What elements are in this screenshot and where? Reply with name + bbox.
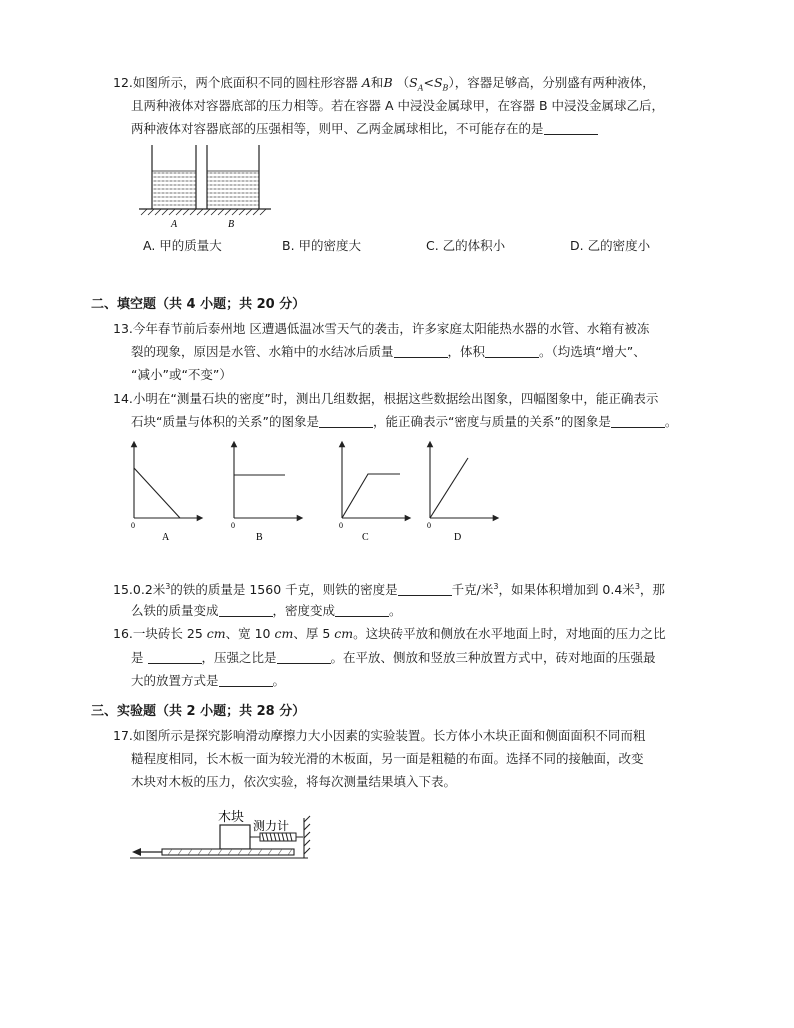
q15-line2: 么铁的质量变成 ，密度变成 。 <box>131 603 402 618</box>
container-label-b: B <box>228 219 235 230</box>
q13-line2: 裂的现象，原因是水管、水箱中的水结冰后质量 ，体积 。（均选填“增大”、 <box>131 344 646 359</box>
block-label: 木块 <box>218 809 245 824</box>
graph-b-origin: 0 <box>231 521 235 530</box>
answer-blank[interactable] <box>148 649 202 664</box>
graph-a-label: A <box>162 532 170 543</box>
q17-line3: 木块对木板的压力，依次实验，将每次测量结果填入下表。 <box>131 774 457 789</box>
q12-option-b[interactable]: B. 甲的密度大 <box>282 238 362 253</box>
meter-label: 测力计 <box>253 819 290 833</box>
q16-line1: 16.一块砖长 25 cm、宽 10 cm、厚 5 cm。这块砖平放和侧放在水平地面上时，对地面的压力之比 <box>113 626 666 641</box>
graph-c-origin: 0 <box>339 521 343 530</box>
q12-option-d[interactable]: D. 乙的密度小 <box>570 238 651 253</box>
graph-d-label: D <box>454 532 462 543</box>
force-meter <box>250 833 303 841</box>
wood-block <box>220 825 250 849</box>
answer-blank[interactable] <box>219 602 273 617</box>
answer-blank[interactable] <box>277 649 331 664</box>
answer-blank[interactable] <box>485 343 539 358</box>
container-label-a: A <box>171 219 178 230</box>
answer-blank[interactable] <box>611 413 665 428</box>
liquid-b <box>207 171 259 209</box>
friction-apparatus-figure <box>128 800 323 870</box>
section-title: 二、填空题（共 4 小题；共 20 分） <box>91 297 306 312</box>
answer-blank[interactable] <box>398 581 452 596</box>
q17-line2: 糙程度相同，长木板一面为较光滑的木板面，另一面是粗糙的布面。选择不同的接触面，改变 <box>131 751 644 766</box>
graph-a-origin: 0 <box>131 521 135 530</box>
containers-figure <box>135 143 275 233</box>
q14-line2: 石块“质量与体积的关系”的图象是 ，能正确表示“密度与质量的关系”的图象是 。 <box>131 414 678 429</box>
q17-line1: 17.如图所示是探究影响滑动摩擦力大小因素的实验装置。长方体小木块正面和侧面面积不同而粗 <box>113 728 646 743</box>
answer-blank[interactable] <box>544 120 598 135</box>
answer-blank[interactable] <box>394 343 448 358</box>
q12-option-c[interactable]: C. 乙的体积小 <box>426 238 506 253</box>
liquid-a <box>152 171 196 209</box>
q16-line2: 是 ，压强之比是 。在平放、侧放和竖放三种放置方式中，砖对地面的压强最 <box>131 650 656 665</box>
q13-line3: “减小”或“不变”） <box>131 367 232 382</box>
graph-b <box>234 444 300 518</box>
answer-blank[interactable] <box>219 672 273 687</box>
graph-a <box>134 444 200 518</box>
q15-line1: 15.0.2米$^3$的铁的质量是 1560 千克，则铁的密度是 千克/米$^3$，如果体积增加到 0.4米$^3$，那 <box>113 582 665 598</box>
q12-line3: 两种液体对容器底部的压强相等，则甲、乙两金属球相比，不可能存在的是 <box>131 120 598 138</box>
section-title: 三、实验题（共 2 小题；共 28 分） <box>91 704 306 719</box>
q14-line1: 14.小明在“测量石块的密度”时，测出几组数据，根据这些数据绘出图象，四幅图象中，能正确表示 <box>113 391 659 406</box>
answer-blank[interactable] <box>335 602 389 617</box>
graph-d-origin: 0 <box>427 521 431 530</box>
answer-blank[interactable] <box>319 413 373 428</box>
graph-b-label: B <box>256 532 263 543</box>
q14-graphs <box>120 440 510 550</box>
graph-d <box>430 444 496 518</box>
q12-option-a[interactable]: A. 甲的质量大 <box>143 238 222 253</box>
q12-line1: 12.如图所示，两个底面积不同的圆柱形容器 A和B $(S_A<S_B)$，容器足够高，分别盛有两种液体， <box>113 75 655 93</box>
q13-line1: 13.今年春节前后泰州地 区遭遇低温冰雪天气的袭击，许多家庭太阳能热水器的水管、水箱有被冻 <box>113 321 650 336</box>
graph-c-label: C <box>362 532 369 543</box>
q12-line2: 且两种液体对容器底部的压力相等。若在容器 A 中浸没金属球甲，在容器 B 中浸没金属球乙后， <box>131 98 665 113</box>
long-board <box>162 849 294 855</box>
graph-c <box>342 444 408 518</box>
wall <box>304 816 310 858</box>
q16-line3: 大的放置方式是 。 <box>131 673 286 688</box>
